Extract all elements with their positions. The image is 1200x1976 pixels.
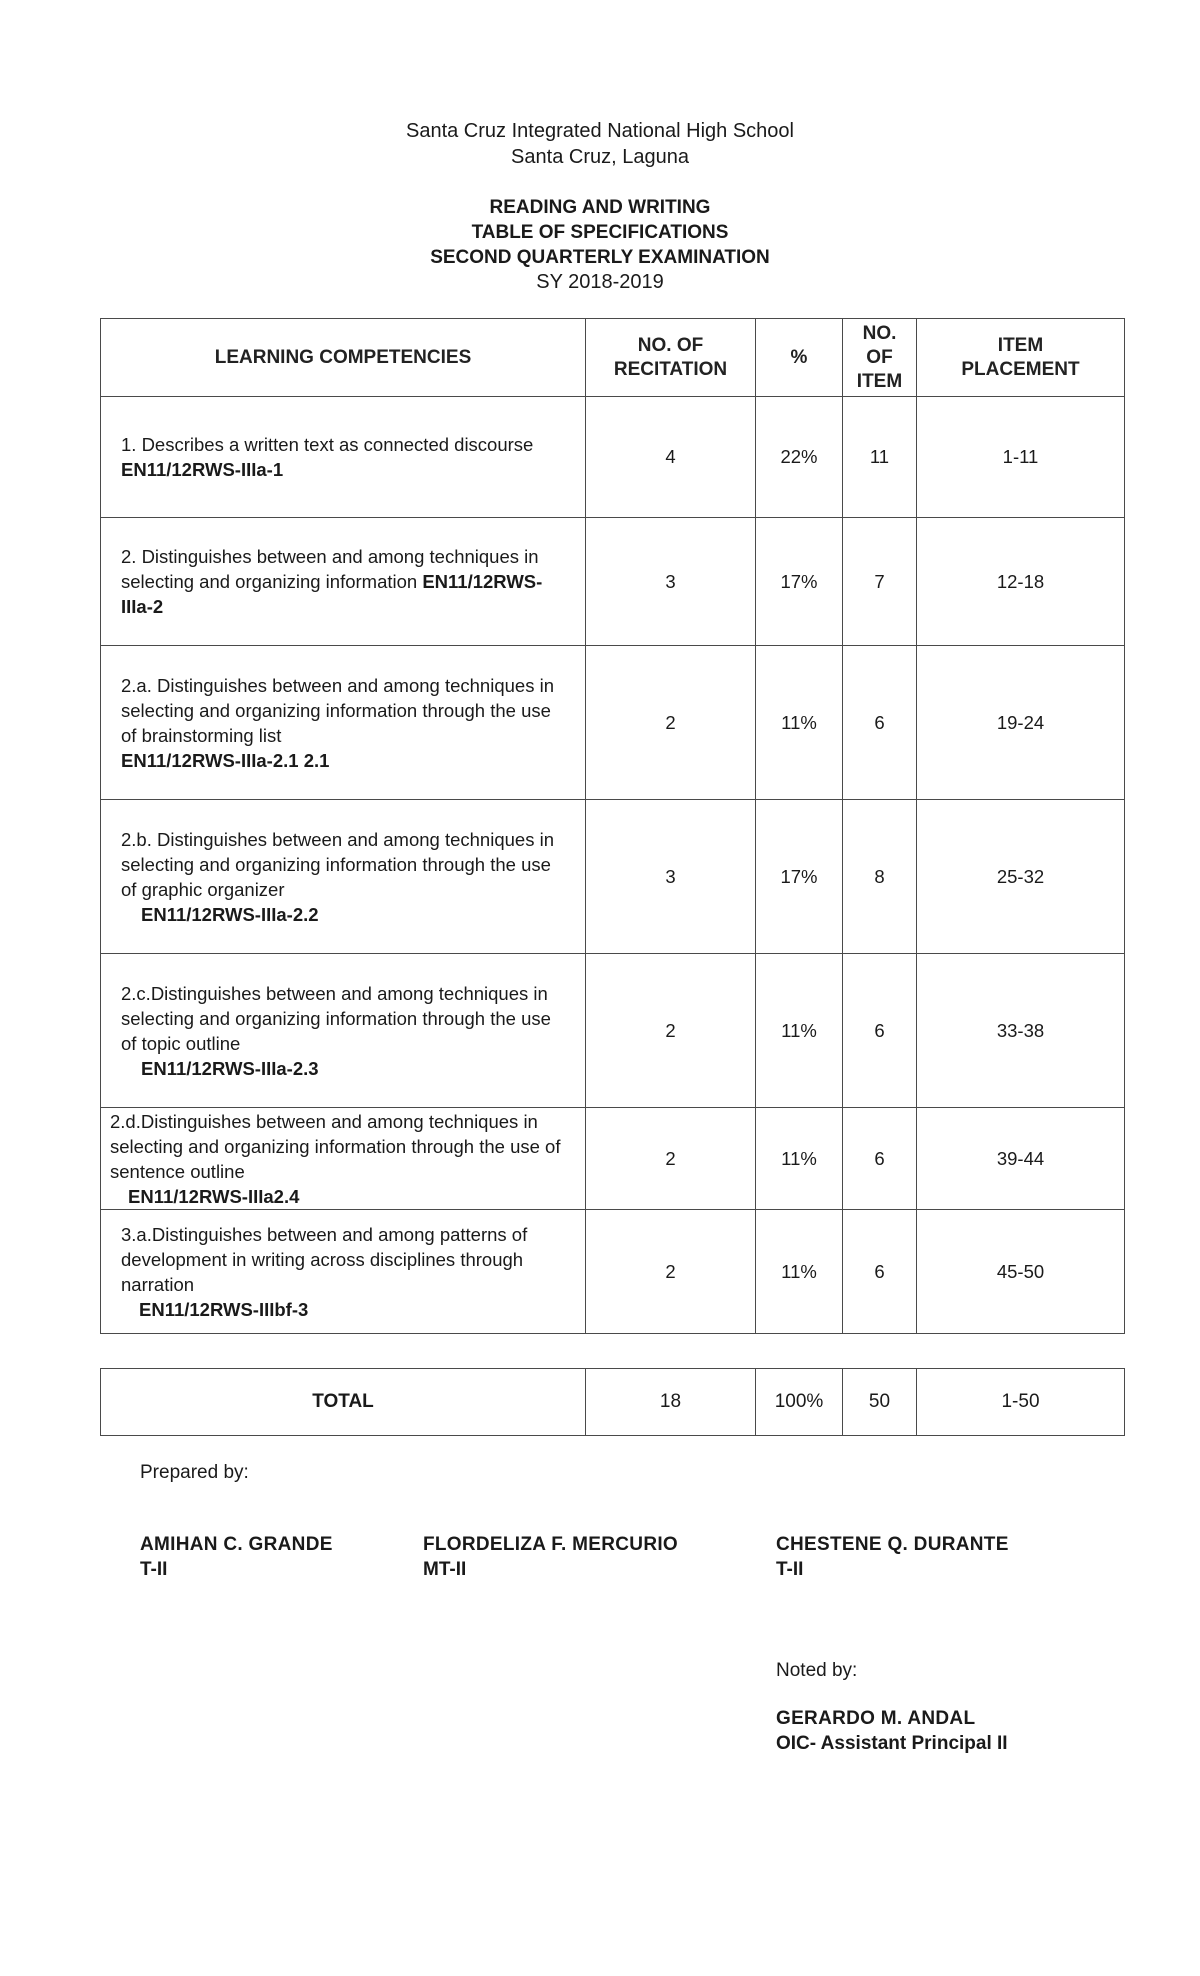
- header-competencies-label: LEARNING COMPETENCIES: [214, 346, 472, 368]
- table-header-row: [101, 319, 1125, 397]
- competency-cell: [101, 518, 586, 646]
- signatory-position: T-II: [140, 1559, 168, 1580]
- noter-block: [776, 1706, 1008, 1756]
- signatory-name: AMIHAN C. GRANDE: [140, 1534, 333, 1555]
- specifications-table: [100, 318, 1125, 1334]
- table-row: [101, 518, 1125, 646]
- signatory-block: [140, 1532, 333, 1582]
- total-items: 50: [843, 1369, 917, 1436]
- competency-text: 2.a. Distinguishes between and among techniques in selecting and organizing information through the use of brainstorming list: [121, 674, 554, 746]
- competency-code: EN11/12RWS-IIIa2.4: [128, 1185, 300, 1207]
- table-row: [101, 800, 1125, 954]
- placement-cell: 39-44: [917, 1108, 1125, 1210]
- competency-cell: [101, 397, 586, 518]
- table-row: [101, 397, 1125, 518]
- competency-text: 2.c.Distinguishes between and among techniques in selecting and organizing information through the use of topic outline: [121, 982, 551, 1054]
- placement-cell: 1-11: [917, 397, 1125, 518]
- header-items: [843, 319, 917, 397]
- items-cell: 7: [843, 518, 917, 646]
- school-year: SY 2018-2019: [536, 271, 664, 293]
- placement-cell: 33-38: [917, 954, 1125, 1108]
- total-table: [100, 1368, 1125, 1436]
- items-cell: 6: [843, 1210, 917, 1334]
- header-recitation-line2: RECITATION: [613, 358, 728, 380]
- competency-code: EN11/12RWS-IIIbf-3: [139, 1298, 309, 1320]
- recitation-cell: 2: [586, 646, 756, 800]
- competency-code: EN11/12RWS-IIIa-2.1 2.1: [121, 749, 330, 771]
- school-name: Santa Cruz Integrated National High School: [405, 120, 794, 142]
- placement-cell: 12-18: [917, 518, 1125, 646]
- competency-cell: [101, 800, 586, 954]
- placement-cell: 19-24: [917, 646, 1125, 800]
- signatory-name: CHESTENE Q. DURANTE: [776, 1534, 1009, 1555]
- noted-by-label: Noted by:: [776, 1660, 858, 1681]
- signatory-position: T-II: [776, 1559, 804, 1580]
- signatory-name: FLORDELIZA F. MERCURIO: [423, 1534, 678, 1555]
- header-percent-label: %: [790, 346, 808, 368]
- header-placement: [917, 319, 1125, 397]
- competency-cell: [101, 1210, 586, 1334]
- header-items-line2: OF: [866, 346, 893, 368]
- recitation-cell: 4: [586, 397, 756, 518]
- document-title: TABLE OF SPECIFICATIONS: [471, 222, 729, 243]
- header-items-line1: NO.: [862, 322, 897, 344]
- competency-code: EN11/12RWS-IIIa-2.2: [141, 903, 319, 925]
- noter-position: OIC- Assistant Principal II: [776, 1733, 1008, 1754]
- percent-cell: 17%: [756, 800, 843, 954]
- recitation-cell: 3: [586, 800, 756, 954]
- recitation-cell: 2: [586, 954, 756, 1108]
- competency-code: EN11/12RWS-IIIa-2.3: [141, 1057, 319, 1079]
- competency-cell: [101, 954, 586, 1108]
- header-competencies: [101, 319, 586, 397]
- percent-cell: 17%: [756, 518, 843, 646]
- competency-text: 3.a.Distinguishes between and among patterns of development in writing across disciplines through narration: [121, 1223, 528, 1295]
- table-row: [101, 646, 1125, 800]
- total-placement: 1-50: [917, 1369, 1125, 1436]
- placement-cell: 25-32: [917, 800, 1125, 954]
- items-cell: 6: [843, 1108, 917, 1210]
- percent-cell: 11%: [756, 1108, 843, 1210]
- table-row: [101, 1108, 1125, 1210]
- signatory-block: [776, 1532, 1009, 1582]
- competency-cell: [101, 1108, 586, 1210]
- school-header: [0, 118, 1200, 170]
- percent-cell: 11%: [756, 1210, 843, 1334]
- competency-text: 2. Distinguishes between and among techniques in selecting and organizing information: [121, 546, 539, 592]
- header-items-line3: ITEM: [856, 370, 903, 392]
- total-row: [101, 1369, 1125, 1436]
- total-recitation: 18: [586, 1369, 756, 1436]
- signatory-block: [423, 1532, 678, 1582]
- table-row: [101, 954, 1125, 1108]
- items-cell: 6: [843, 954, 917, 1108]
- exam-title: SECOND QUARTERLY EXAMINATION: [430, 247, 770, 268]
- competency-text: 2.b. Distinguishes between and among techniques in selecting and organizing information through the use of graphic organizer: [121, 828, 554, 900]
- signatory-position: MT-II: [423, 1559, 467, 1580]
- items-cell: 11: [843, 397, 917, 518]
- header-recitation: [586, 319, 756, 397]
- table-row: [101, 1210, 1125, 1334]
- recitation-cell: 2: [586, 1210, 756, 1334]
- competency-code: EN11/12RWS-IIIa-1: [121, 459, 284, 480]
- header-placement-line2: PLACEMENT: [961, 358, 1080, 380]
- competency-text: 2.d.Distinguishes between and among techniques in selecting and organizing information through the use of sentence outline: [110, 1110, 561, 1182]
- subject-title: READING AND WRITING: [489, 197, 711, 218]
- recitation-cell: 2: [586, 1108, 756, 1210]
- header-percent: [756, 319, 843, 397]
- placement-cell: 45-50: [917, 1210, 1125, 1334]
- total-percent: 100%: [756, 1369, 843, 1436]
- items-cell: 6: [843, 646, 917, 800]
- header-recitation-line1: NO. OF: [637, 334, 704, 356]
- recitation-cell: 3: [586, 518, 756, 646]
- prepared-by-label: Prepared by:: [140, 1462, 249, 1483]
- document-title-block: [0, 195, 1200, 295]
- competency-cell: [101, 646, 586, 800]
- school-location: Santa Cruz, Laguna: [511, 146, 689, 168]
- percent-cell: 11%: [756, 646, 843, 800]
- noter-name: GERARDO M. ANDAL: [776, 1708, 976, 1729]
- total-label: TOTAL: [101, 1369, 586, 1436]
- percent-cell: 11%: [756, 954, 843, 1108]
- items-cell: 8: [843, 800, 917, 954]
- header-placement-line1: ITEM: [997, 334, 1044, 356]
- percent-cell: 22%: [756, 397, 843, 518]
- competency-code: EN11/12RWS-IIIa-2: [121, 571, 543, 617]
- competency-text: 1. Describes a written text as connected discourse: [121, 434, 534, 455]
